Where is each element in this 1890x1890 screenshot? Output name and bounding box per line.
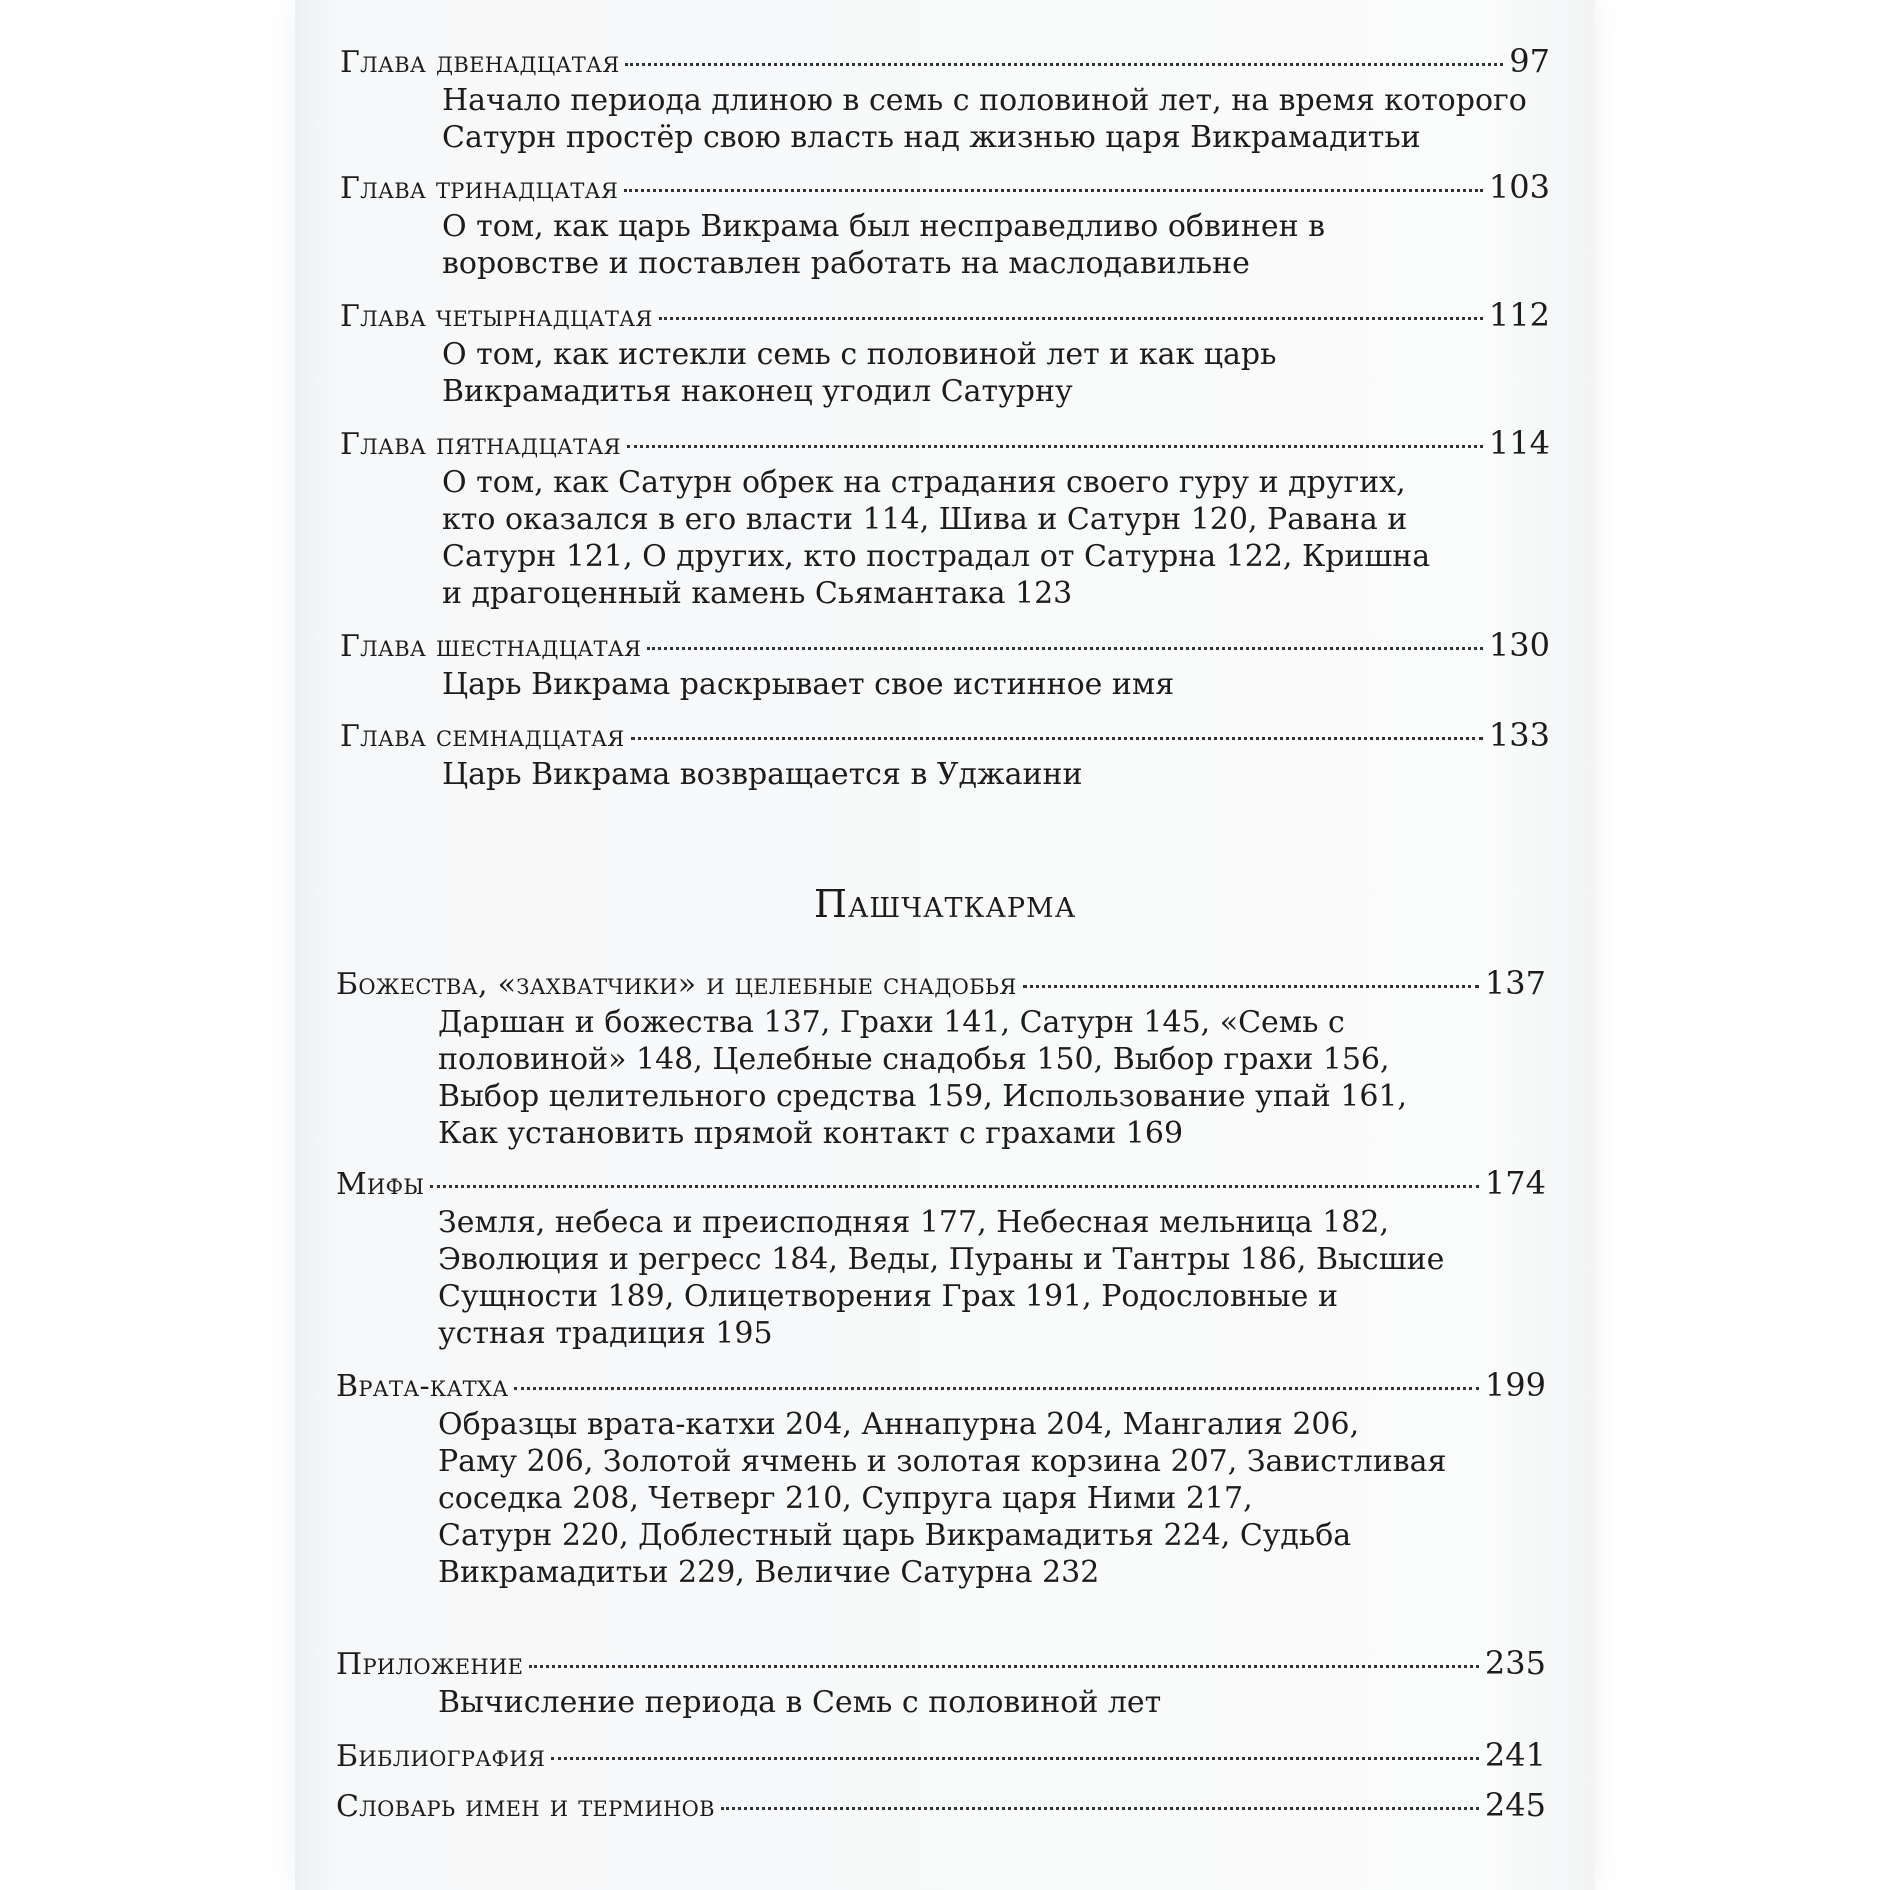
entry-title: Глава пятнадцатая bbox=[340, 427, 621, 462]
entry-title: Мифы bbox=[336, 1167, 425, 1202]
entry-description bbox=[438, 1684, 1546, 1721]
entry-page-number: 174 bbox=[1484, 1164, 1546, 1202]
description-line: Земля, небеса и преисподняя 177, Небесная мельница 182, bbox=[438, 1205, 1390, 1240]
toc-entry bbox=[336, 964, 1546, 1152]
description-line: Сатурн 220, Доблестный царь Викрамадитья 224, Судьба bbox=[438, 1518, 1352, 1553]
dot-leader bbox=[529, 1664, 1479, 1668]
description-line: О том, как Сатурн обрек на страдания своего гуру и других, bbox=[442, 465, 1406, 500]
entry-description bbox=[442, 82, 1550, 156]
entry-description bbox=[442, 756, 1550, 793]
entry-title: Глава шестнадцатая bbox=[340, 629, 642, 664]
description-line: Царь Викрама раскрывает свое истинное имя bbox=[442, 667, 1175, 702]
toc-entry-heading bbox=[336, 1366, 1546, 1406]
description-line: Образцы врата-катхи 204, Аннапурна 204, Мангалия 206, bbox=[438, 1407, 1360, 1442]
dot-leader bbox=[1023, 984, 1479, 988]
toc-entry bbox=[336, 1366, 1546, 1591]
toc-entry-heading bbox=[340, 296, 1550, 336]
description-line: кто оказался в его власти 114, Шива и Сатурн 120, Равана и bbox=[442, 502, 1408, 537]
dot-leader bbox=[631, 736, 1483, 740]
entry-description bbox=[442, 208, 1550, 282]
entry-title: Божества, «захватчики» и целебные снадобья bbox=[336, 967, 1017, 1002]
toc-entry-heading bbox=[336, 1786, 1546, 1826]
description-line: соседка 208, Четверг 210, Супруга царя Ними 217, bbox=[438, 1481, 1253, 1516]
description-line: Сатурн простёр свою власть над жизнью царя Викрамадитьи bbox=[442, 120, 1421, 155]
entry-page-number: 114 bbox=[1488, 424, 1550, 462]
dot-leader bbox=[647, 646, 1483, 650]
toc-entry bbox=[340, 716, 1550, 793]
toc-entry-heading bbox=[336, 1736, 1546, 1776]
entry-description bbox=[442, 336, 1550, 410]
entry-description bbox=[438, 1004, 1546, 1152]
entry-description bbox=[442, 464, 1550, 612]
description-line: Начало периода длиною в семь с половиной лет, на время которого bbox=[442, 83, 1527, 118]
toc-entry bbox=[336, 1736, 1546, 1776]
entry-page-number: 241 bbox=[1484, 1736, 1546, 1774]
dot-leader bbox=[514, 1386, 1478, 1390]
description-line: Даршан и божества 137, Грахи 141, Сатурн 145, «Семь с bbox=[438, 1005, 1345, 1040]
toc-entry-heading bbox=[336, 1644, 1546, 1684]
entry-page-number: 103 bbox=[1488, 168, 1550, 206]
book-page bbox=[295, 0, 1595, 1890]
entry-title: Глава тринадцатая bbox=[340, 171, 619, 206]
description-line: воровстве и поставлен работать на маслодавильне bbox=[442, 246, 1250, 281]
dot-leader bbox=[659, 316, 1483, 320]
entry-title: Приложение bbox=[336, 1647, 524, 1682]
description-line: половиной» 148, Целебные снадобья 150, Выбор грахи 156, bbox=[438, 1042, 1390, 1077]
toc-entry bbox=[336, 1644, 1546, 1721]
description-line: О том, как царь Викрама был несправедливо обвинен в bbox=[442, 209, 1326, 244]
toc-entry bbox=[336, 1786, 1546, 1826]
entry-page-number: 112 bbox=[1488, 296, 1550, 334]
description-line: Вычисление периода в Семь с половиной лет bbox=[438, 1685, 1162, 1720]
entry-description bbox=[442, 666, 1550, 703]
toc-entry-heading bbox=[340, 424, 1550, 464]
description-line: Сущности 189, Олицетворения Грах 191, Родословные и bbox=[438, 1279, 1338, 1314]
description-line: Раму 206, Золотой ячмень и золотая корзина 207, Завистливая bbox=[438, 1444, 1447, 1479]
entry-page-number: 235 bbox=[1484, 1644, 1546, 1682]
toc-entry-heading bbox=[340, 626, 1550, 666]
toc-entry bbox=[340, 424, 1550, 612]
section-heading: Пашчаткарма bbox=[813, 882, 1077, 926]
dot-leader bbox=[721, 1806, 1479, 1810]
toc-entry bbox=[340, 296, 1550, 410]
entry-title: Глава четырнадцатая bbox=[340, 299, 653, 334]
dot-leader bbox=[551, 1756, 1479, 1760]
entry-title: Словарь имен и терминов bbox=[336, 1789, 715, 1824]
entry-description bbox=[438, 1406, 1546, 1591]
description-line: Как установить прямой контакт с грахами 169 bbox=[438, 1116, 1184, 1151]
dot-leader bbox=[430, 1184, 1479, 1188]
toc-entry bbox=[340, 626, 1550, 703]
toc-entry-heading bbox=[336, 964, 1546, 1004]
toc-entry bbox=[340, 168, 1550, 282]
description-line: О том, как истекли семь с половиной лет и как царь bbox=[442, 337, 1277, 372]
description-line: Царь Викрама возвращается в Уджаини bbox=[442, 757, 1083, 792]
description-line: Викрамадитья наконец угодил Сатурну bbox=[442, 374, 1073, 409]
entry-page-number: 199 bbox=[1484, 1366, 1546, 1404]
dot-leader bbox=[624, 188, 1483, 192]
toc-entry bbox=[340, 42, 1550, 156]
entry-page-number: 130 bbox=[1488, 626, 1550, 664]
description-line: Выбор целительного средства 159, Использование упай 161, bbox=[438, 1079, 1408, 1114]
entry-description bbox=[438, 1204, 1546, 1352]
entry-page-number: 133 bbox=[1488, 716, 1550, 754]
entry-page-number: 245 bbox=[1484, 1786, 1546, 1824]
description-line: Сатурн 121, О других, кто пострадал от Сатурна 122, Кришна bbox=[442, 539, 1431, 574]
entry-title: Глава двенадцатая bbox=[340, 45, 620, 80]
entry-title: Библиография bbox=[336, 1739, 546, 1774]
description-line: и драгоценный камень Сьямантака 123 bbox=[442, 576, 1073, 611]
description-line: устная традиция 195 bbox=[438, 1316, 773, 1351]
toc-entry-heading bbox=[336, 1164, 1546, 1204]
entry-title: Врата-катха bbox=[336, 1369, 509, 1404]
toc-entry-heading bbox=[340, 168, 1550, 208]
description-line: Эволюция и регресс 184, Веды, Пураны и Тантры 186, Высшие bbox=[438, 1242, 1445, 1277]
dot-leader bbox=[627, 444, 1483, 448]
dot-leader bbox=[625, 62, 1503, 66]
description-line: Викрамадитьи 229, Величие Сатурна 232 bbox=[438, 1555, 1100, 1590]
entry-page-number: 137 bbox=[1484, 964, 1546, 1002]
toc-entry-heading bbox=[340, 42, 1550, 82]
entry-page-number: 97 bbox=[1509, 42, 1550, 80]
toc-entry bbox=[336, 1164, 1546, 1352]
entry-title: Глава семнадцатая bbox=[340, 719, 625, 754]
toc-entry-heading bbox=[340, 716, 1550, 756]
